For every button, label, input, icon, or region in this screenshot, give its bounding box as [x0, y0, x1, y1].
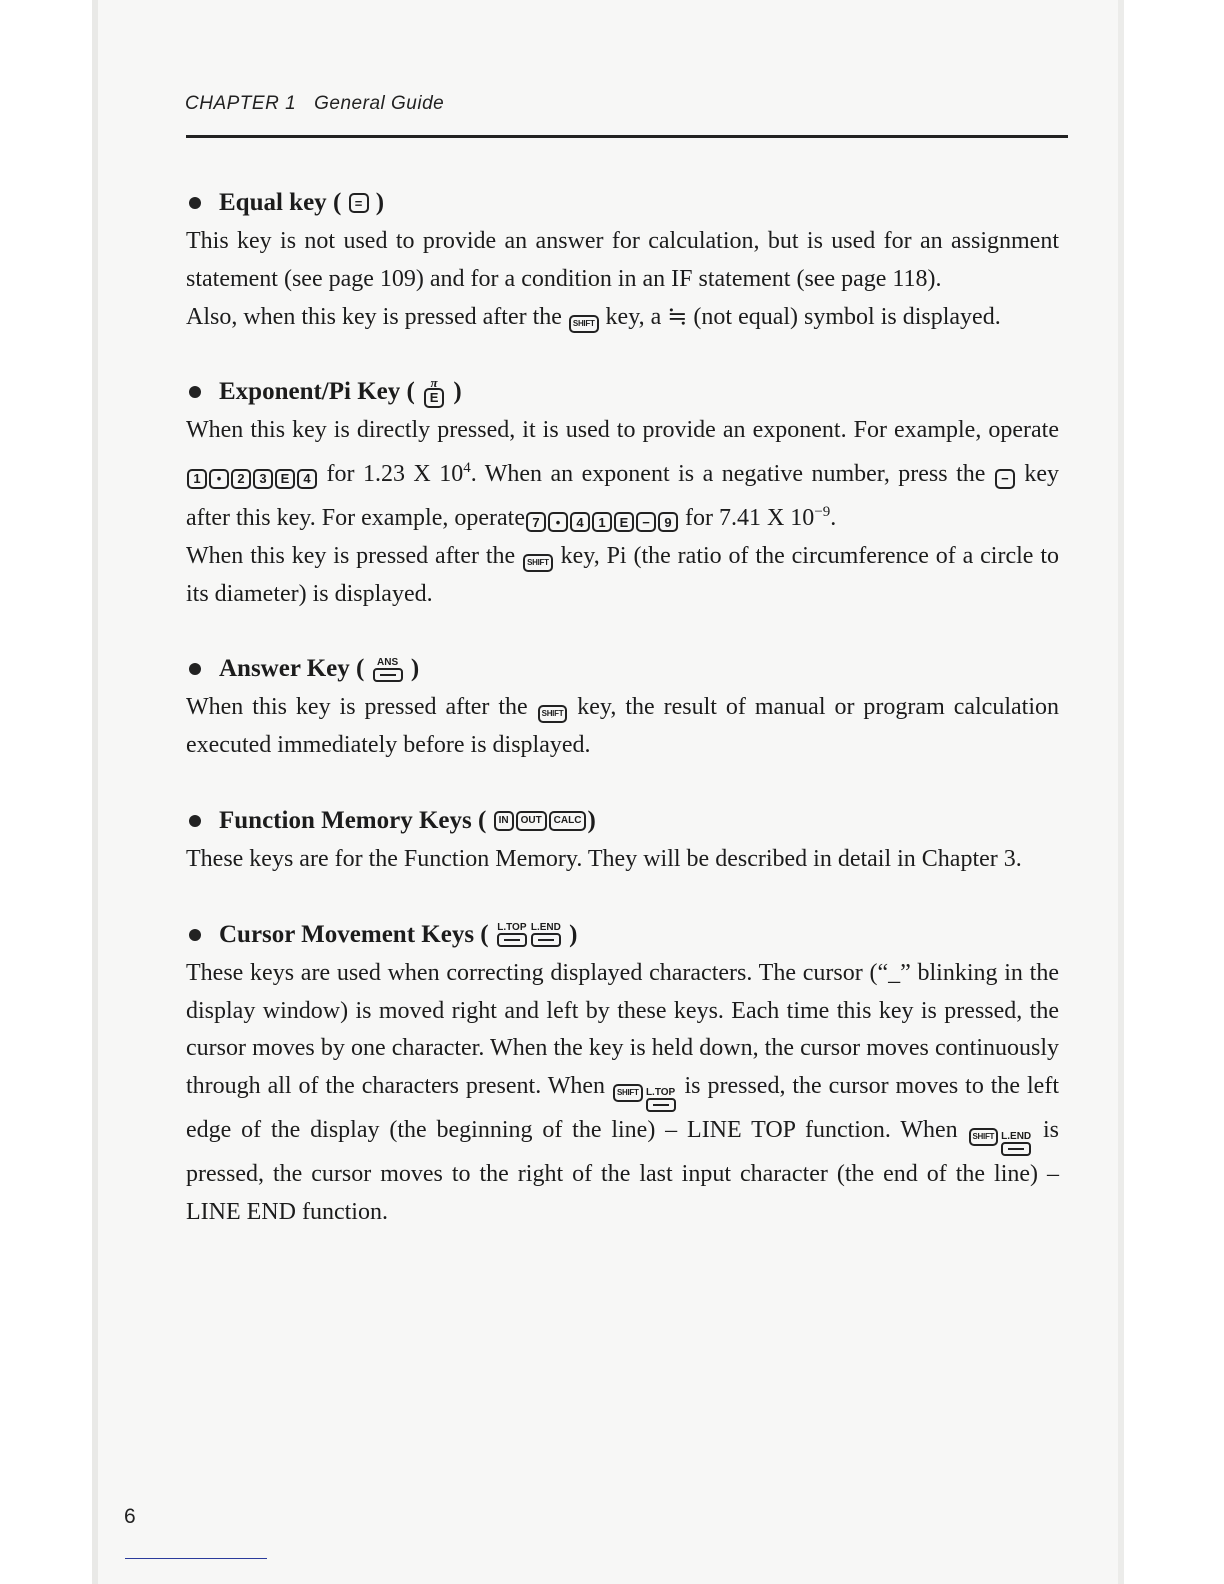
minus-key-icon: − — [995, 469, 1015, 489]
section-equal-key — [186, 183, 1059, 336]
lend-key-icon: L.END — [1001, 1131, 1031, 1156]
key-dot-icon: • — [548, 512, 568, 532]
in-key-icon: IN — [494, 811, 514, 831]
chapter-label: CHAPTER 1 — [185, 93, 297, 114]
header-rule — [186, 135, 1068, 138]
section-heading: Answer Key ( ANS ) — [186, 649, 1059, 689]
page-number: 6 — [124, 1505, 136, 1528]
section-function-memory-keys — [186, 801, 1059, 879]
key-9-icon: 9 — [658, 512, 678, 532]
paragraph: Also, when this key is pressed after the SHIFT key, a ≒ (not equal) symbol is displayed. — [186, 299, 1059, 337]
heading-text: Cursor Movement Keys — [219, 920, 475, 948]
section-cursor-movement-keys — [186, 915, 1059, 1232]
heading-text: Exponent/Pi Key — [219, 378, 401, 406]
not-equal-symbol: ≒ — [667, 303, 688, 330]
lend-key-icon: L.END — [531, 922, 561, 947]
paragraph: These keys are used when correcting displayed characters. The cursor (“_” blinking in the display window) is moved right and left by these keys. Each time this key is pressed, the cursor moves by one character. When the key is held down, the cursor moves continuously through all of the characters present. When SHIFT L.TOP is pressed, the cursor moves to the left edge of the display (the beginning of the line) – LINE TOP function. When SHIFT L.END is pressed, the cursor moves to the right of the last input character (the end of the line) – LINE END function. — [186, 959, 1060, 1225]
paragraph: When this key is directly pressed, it is used to provide an exponent. For example, operate1 • 2 3 E 4 for 1.23 X $10^4$. When an exponent is a negative number, press the − key after this key. For example, operate 7 • 4 1 E − 9 for 7.41 X $10^{-9}$. — [186, 417, 1060, 531]
minus-key-icon: − — [636, 512, 656, 532]
section-answer-key — [186, 649, 1059, 765]
section-heading: Equal key ( = ) — [186, 183, 1059, 223]
shift-key-icon: SHIFT — [569, 315, 599, 333]
shift-key-icon: SHIFT — [538, 705, 568, 723]
key-4-icon: 4 — [570, 512, 590, 532]
running-header — [185, 93, 444, 115]
scan-shadow-right — [1118, 0, 1124, 1584]
page-content — [186, 183, 1059, 1268]
ans-key-icon: ANS — [373, 657, 403, 682]
bullet-icon — [189, 197, 201, 209]
exp-pi-key-icon: π E — [423, 377, 445, 408]
ltop-key-icon: L.TOP — [646, 1087, 676, 1112]
shift-key-icon: SHIFT — [523, 554, 553, 572]
bullet-icon — [189, 929, 201, 941]
key-1-icon: 1 — [187, 469, 207, 489]
shift-key-icon: SHIFT — [969, 1128, 999, 1146]
key-3-icon: 3 — [253, 469, 273, 489]
key-7-icon: 7 — [526, 512, 546, 532]
heading-text: Function Memory Keys — [219, 806, 472, 834]
key-e-icon: E — [275, 469, 295, 489]
section-heading: Function Memory Keys ( IN OUT CALC ) — [186, 801, 1059, 841]
equal-key-icon: = — [349, 193, 369, 213]
paragraph: When this key is pressed after the SHIFT key, Pi (the ratio of the circumference of a circle to its diameter) is displayed. — [186, 542, 1059, 607]
bullet-icon — [189, 663, 201, 675]
section-heading: Cursor Movement Keys ( L.TOP L.END ) — [186, 915, 1059, 955]
paragraph: This key is not used to provide an answer for calculation, but is used for an assignment statement (see page 109) and for a condition in an IF statement (see page 118). — [186, 228, 1059, 292]
heading-text: Equal key — [219, 189, 327, 216]
paragraph: These keys are for the Function Memory. They will be described in detail in Chapter 3. — [186, 845, 1022, 872]
calc-key-icon: CALC — [549, 811, 587, 831]
heading-text: Answer Key — [219, 655, 350, 683]
scan-shadow-left — [92, 0, 98, 1584]
paragraph: When this key is pressed after the SHIFT key, the result of manual or program calculation executed immediately before is displayed. — [186, 694, 1059, 759]
key-2-icon: 2 — [231, 469, 251, 489]
ltop-key-icon: L.TOP — [497, 922, 527, 947]
chapter-title: General Guide — [314, 93, 445, 114]
section-exponent-pi-key — [186, 372, 1059, 613]
key-4-icon: 4 — [297, 469, 317, 489]
shift-key-icon: SHIFT — [613, 1084, 643, 1102]
out-key-icon: OUT — [516, 811, 547, 831]
bullet-icon — [189, 815, 201, 827]
section-heading: Exponent/Pi Key ( π E ) — [186, 372, 1059, 412]
bullet-icon — [189, 386, 201, 398]
key-e-icon: E — [614, 512, 634, 532]
footer-rule — [125, 1558, 267, 1559]
key-dot-icon: • — [209, 469, 229, 489]
key-1-icon: 1 — [592, 512, 612, 532]
